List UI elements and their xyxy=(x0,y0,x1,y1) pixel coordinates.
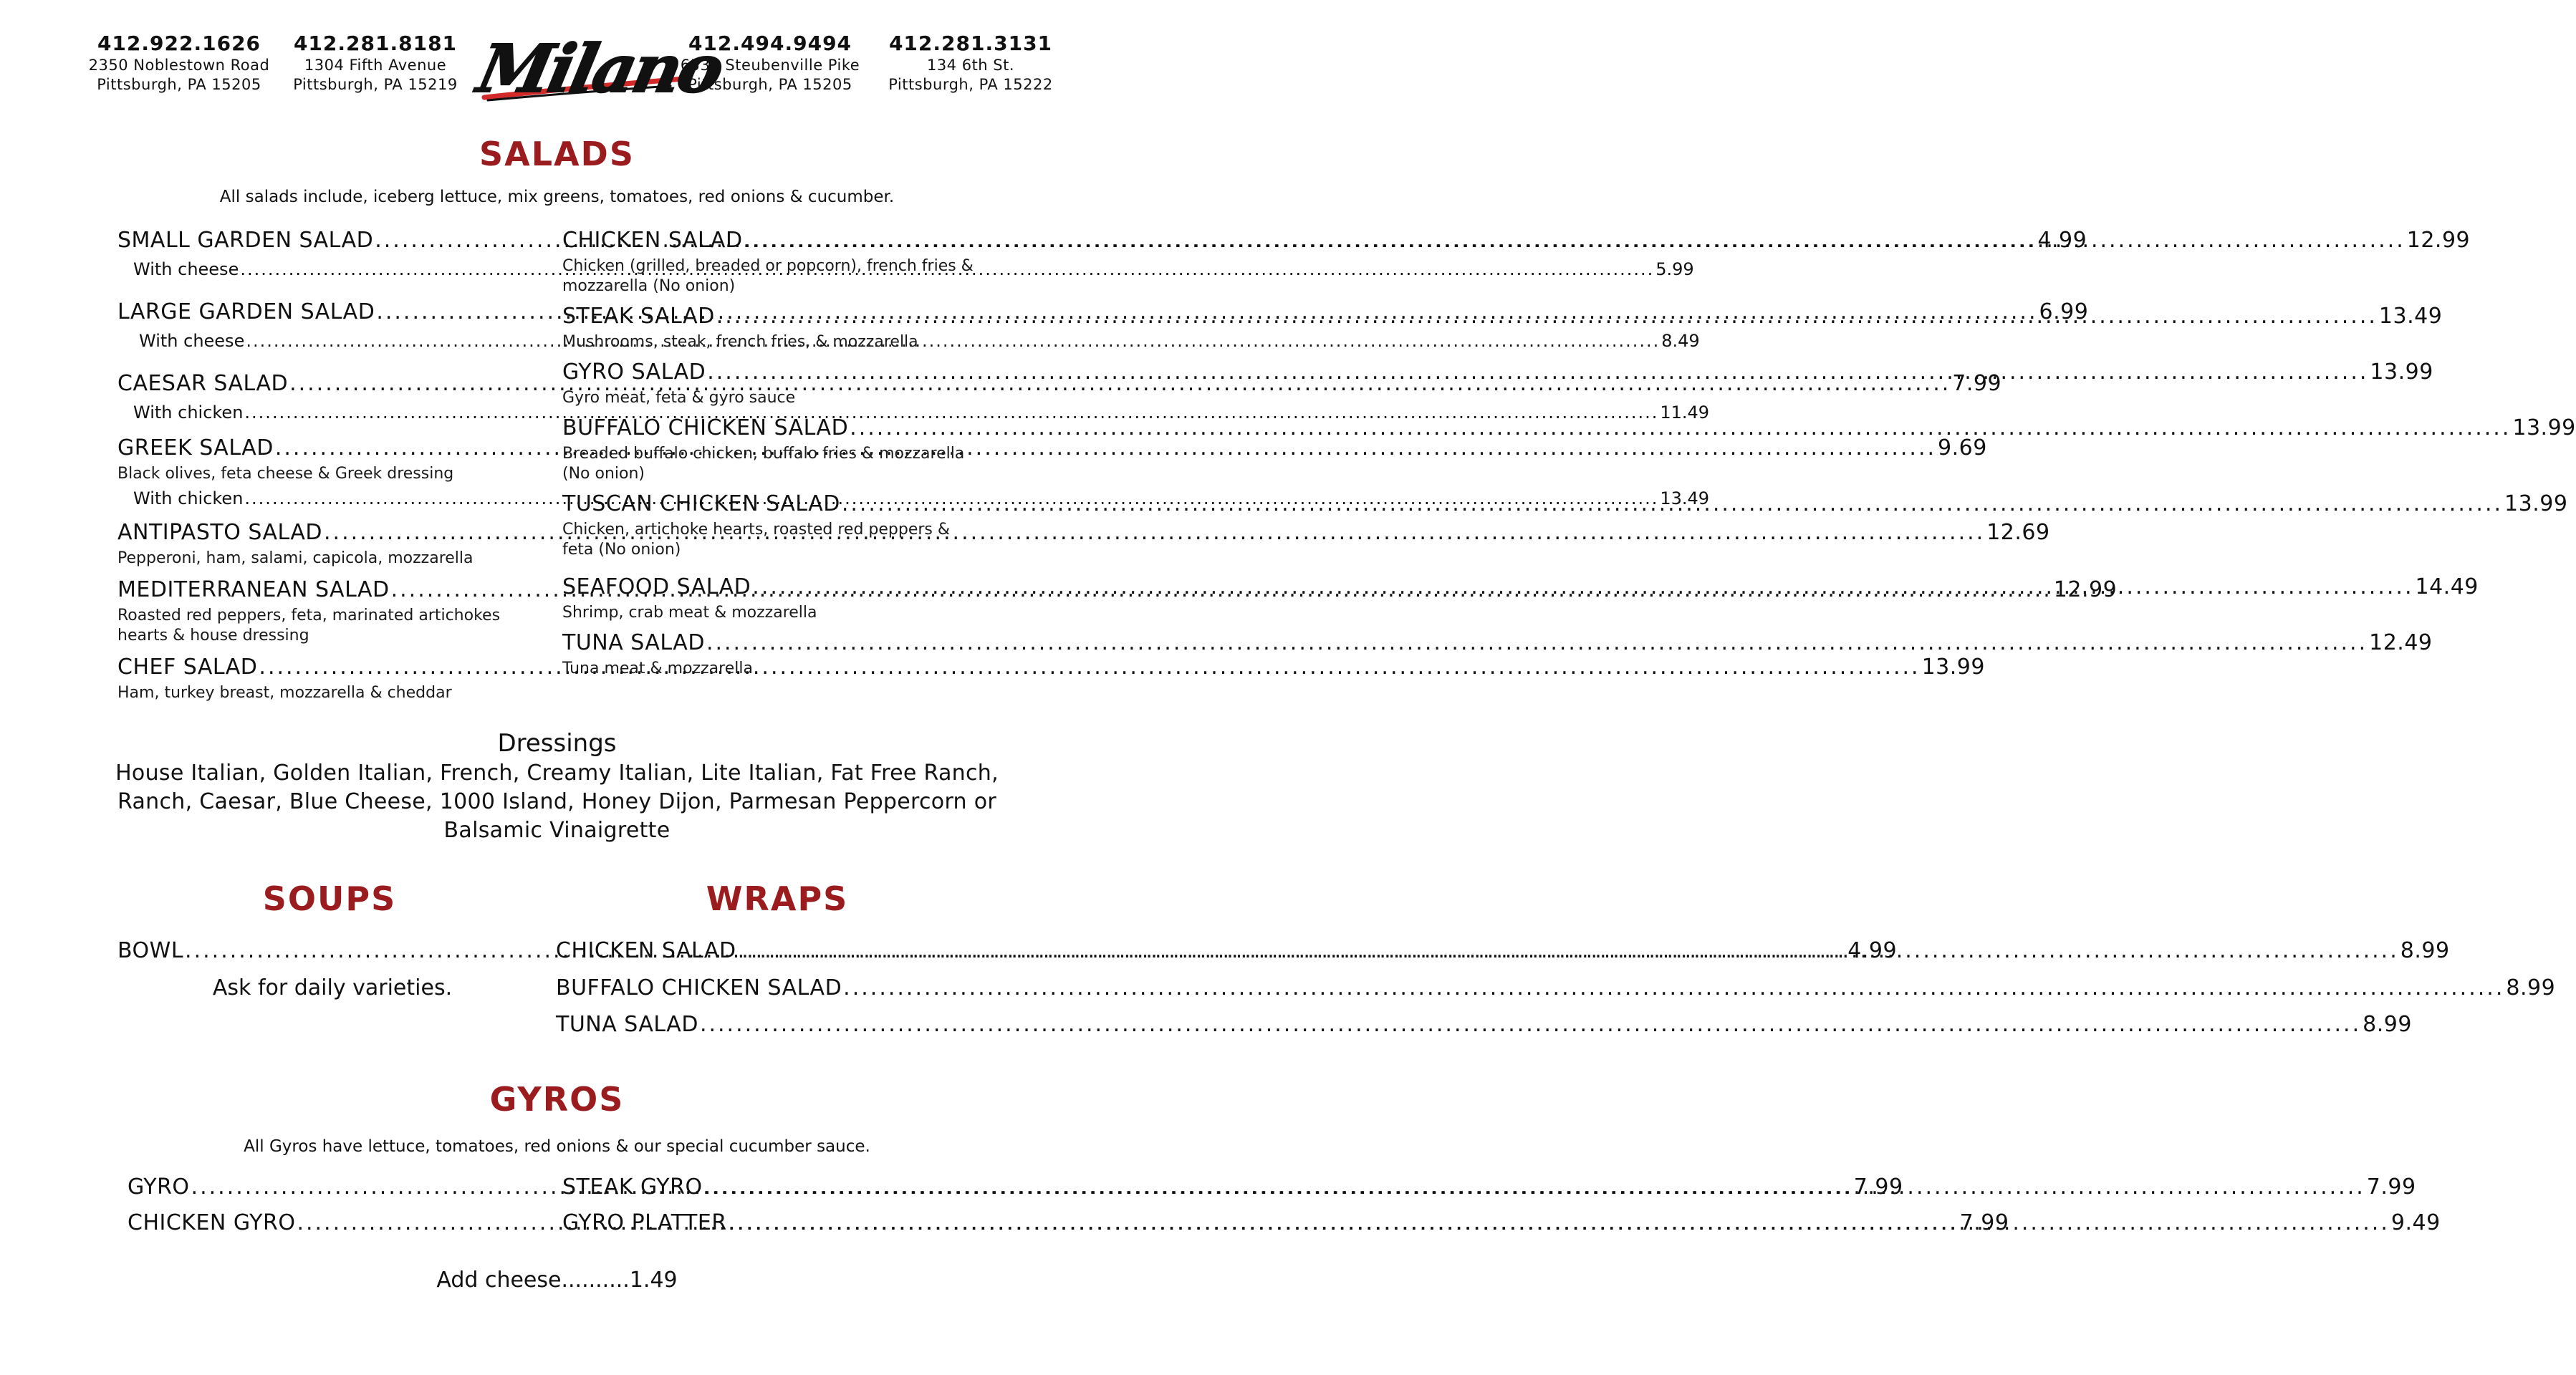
item-price: 13.99 xyxy=(1921,655,1985,680)
item-name: GREEK SALAD xyxy=(117,435,274,460)
item-description: Breaded buffalo chicken, buffalo fries & mozzarella (No onion) xyxy=(562,445,965,483)
location-city: Pittsburgh, PA 15219 xyxy=(293,76,458,93)
item-name: SEAFOOD SALAD xyxy=(562,574,751,599)
subitem-price: 11.49 xyxy=(1660,402,1710,423)
location-street: 6532 Steubenville Pike xyxy=(680,57,860,74)
subitem-name: With chicken xyxy=(133,402,244,423)
dressings-list: House Italian, Golden Italian, French, Creamy Italian, Lite Italian, Fat Free Ranch, Ranch, Caesar, Blue Cheese, 1000 Island, Honey Dijon, Parmesan Peppercorn or Balsamic Vinaigrette xyxy=(115,761,999,843)
item-price: 4.99 xyxy=(1847,938,1898,963)
item-name: GYRO xyxy=(128,1174,190,1200)
item-description: Ham, turkey breast, mozzarella & cheddar xyxy=(117,684,452,702)
item-price: 13.99 xyxy=(2512,415,2576,440)
item-price: 13.99 xyxy=(2370,360,2433,385)
item-description: Gyro meat, feta & gyro sauce xyxy=(562,389,796,407)
item-name: CHEF SALAD xyxy=(117,655,258,680)
menu-item xyxy=(556,1012,2412,1037)
item-name: TUSCAN CHICKEN SALAD xyxy=(562,491,840,516)
menu-item xyxy=(562,630,2433,655)
item-price: 12.99 xyxy=(2406,228,2471,253)
salads-intro: All salads include, iceberg lettuce, mix greens, tomatoes, red onions & cucumber. xyxy=(219,188,895,206)
menu-subitem xyxy=(133,402,1710,423)
item-description: Roasted red peppers, feta, marinated artichokes hearts & house dressing xyxy=(117,607,501,645)
item-name: MEDITERRANEAN SALAD xyxy=(117,577,390,602)
item-price: 8.99 xyxy=(2400,938,2450,963)
location-street: 2350 Noblestown Road xyxy=(88,57,270,74)
dressings-title: Dressings xyxy=(497,729,617,758)
location-phone: 412.494.9494 xyxy=(688,32,852,55)
location-sixth-street xyxy=(863,32,1078,95)
item-description: Mushrooms, steak, french fries, & mozzarella xyxy=(562,333,918,351)
location-fifth-avenue xyxy=(268,32,483,95)
menu-item xyxy=(562,415,2576,440)
item-name: CHICKEN GYRO xyxy=(128,1210,296,1235)
subitem-name: With chicken xyxy=(133,488,244,508)
item-description: Tuna meat & mozzarella xyxy=(562,660,753,677)
item-description: Black olives, feta cheese & Greek dressing xyxy=(117,465,454,483)
item-name: CAESAR SALAD xyxy=(117,371,289,396)
location-street: 134 6th St. xyxy=(926,57,1015,74)
gyros-title: GYROS xyxy=(489,1080,625,1119)
soups-note: Ask for daily varieties. xyxy=(212,975,453,1000)
item-price: 12.69 xyxy=(1986,520,2050,545)
menu-item xyxy=(562,1174,2416,1200)
wraps-title: WRAPS xyxy=(706,879,849,918)
location-noblestown xyxy=(72,32,287,95)
item-name: STEAK GYRO xyxy=(562,1174,703,1200)
location-steubenville xyxy=(663,32,878,95)
item-name: GYRO PLATTER xyxy=(562,1210,727,1235)
item-price: 7.99 xyxy=(1952,371,2002,396)
item-price: 6.99 xyxy=(2039,299,2089,324)
item-price: 9.49 xyxy=(2390,1210,2441,1235)
item-price: 12.99 xyxy=(2053,577,2118,602)
item-name: BUFFALO CHICKEN SALAD xyxy=(562,415,849,440)
item-price: 13.99 xyxy=(2504,491,2568,516)
item-name: CHICKEN SALAD xyxy=(562,228,743,253)
item-price: 7.99 xyxy=(1959,1210,2009,1235)
gyros-intro: All Gyros have lettuce, tomatoes, red onions & our special cucumber sauce. xyxy=(244,1137,870,1156)
item-price: 7.99 xyxy=(1853,1174,1903,1200)
item-name: SMALL GARDEN SALAD xyxy=(117,228,374,253)
item-name: TUNA SALAD xyxy=(556,1012,698,1037)
item-name: BUFFALO CHICKEN SALAD xyxy=(556,975,842,1000)
item-price: 9.69 xyxy=(1938,435,1987,460)
location-city: Pittsburgh, PA 15205 xyxy=(97,76,261,93)
item-name: GYRO SALAD xyxy=(562,360,706,385)
item-name: BOWL xyxy=(117,938,184,963)
item-name: CHICKEN SALAD xyxy=(556,938,736,963)
item-price: 4.99 xyxy=(2037,228,2087,253)
item-price: 7.99 xyxy=(2366,1174,2416,1200)
item-price: 8.99 xyxy=(2363,1012,2412,1037)
subitem-name: With cheese xyxy=(139,331,245,351)
item-price: 14.49 xyxy=(2415,574,2479,599)
milano-logo xyxy=(456,20,729,127)
menu-item xyxy=(117,435,1987,460)
location-city: Pittsburgh, PA 15205 xyxy=(688,76,852,93)
item-price: 12.49 xyxy=(2369,630,2433,655)
location-phone: 412.281.3131 xyxy=(888,32,1053,55)
item-name: ANTIPASTO SALAD xyxy=(117,520,322,545)
subitem-price: 8.49 xyxy=(1661,331,1700,351)
soups-title: SOUPS xyxy=(262,879,397,918)
item-description: Shrimp, crab meat & mozzarella xyxy=(562,604,817,622)
add-cheese-note: Add cheese..........1.49 xyxy=(436,1268,678,1293)
item-name: LARGE GARDEN SALAD xyxy=(117,299,375,324)
location-phone: 412.281.8181 xyxy=(293,32,458,55)
subitem-price: 13.49 xyxy=(1660,488,1710,508)
menu-header xyxy=(0,29,1114,122)
item-name: STEAK SALAD xyxy=(562,304,715,329)
item-description: Pepperoni, ham, salami, capicola, mozzarella xyxy=(117,549,474,567)
location-city: Pittsburgh, PA 15222 xyxy=(888,76,1053,93)
logo-wordmark: Milano xyxy=(471,29,729,107)
location-phone: 412.922.1626 xyxy=(97,32,261,55)
salads-title: SALADS xyxy=(479,135,635,173)
location-street: 1304 Fifth Avenue xyxy=(304,57,447,74)
item-price: 13.49 xyxy=(2378,304,2443,329)
item-description: Chicken (grilled, breaded or popcorn), french fries & mozzarella (No onion) xyxy=(562,257,974,295)
subitem-name: With cheese xyxy=(133,259,239,279)
item-price: 8.99 xyxy=(2506,975,2556,1000)
item-name: TUNA SALAD xyxy=(562,630,705,655)
menu-item xyxy=(556,975,2556,1000)
item-description: Chicken, artichoke hearts, roasted red peppers & feta (No onion) xyxy=(562,521,951,559)
subitem-price: 5.99 xyxy=(1655,259,1694,279)
